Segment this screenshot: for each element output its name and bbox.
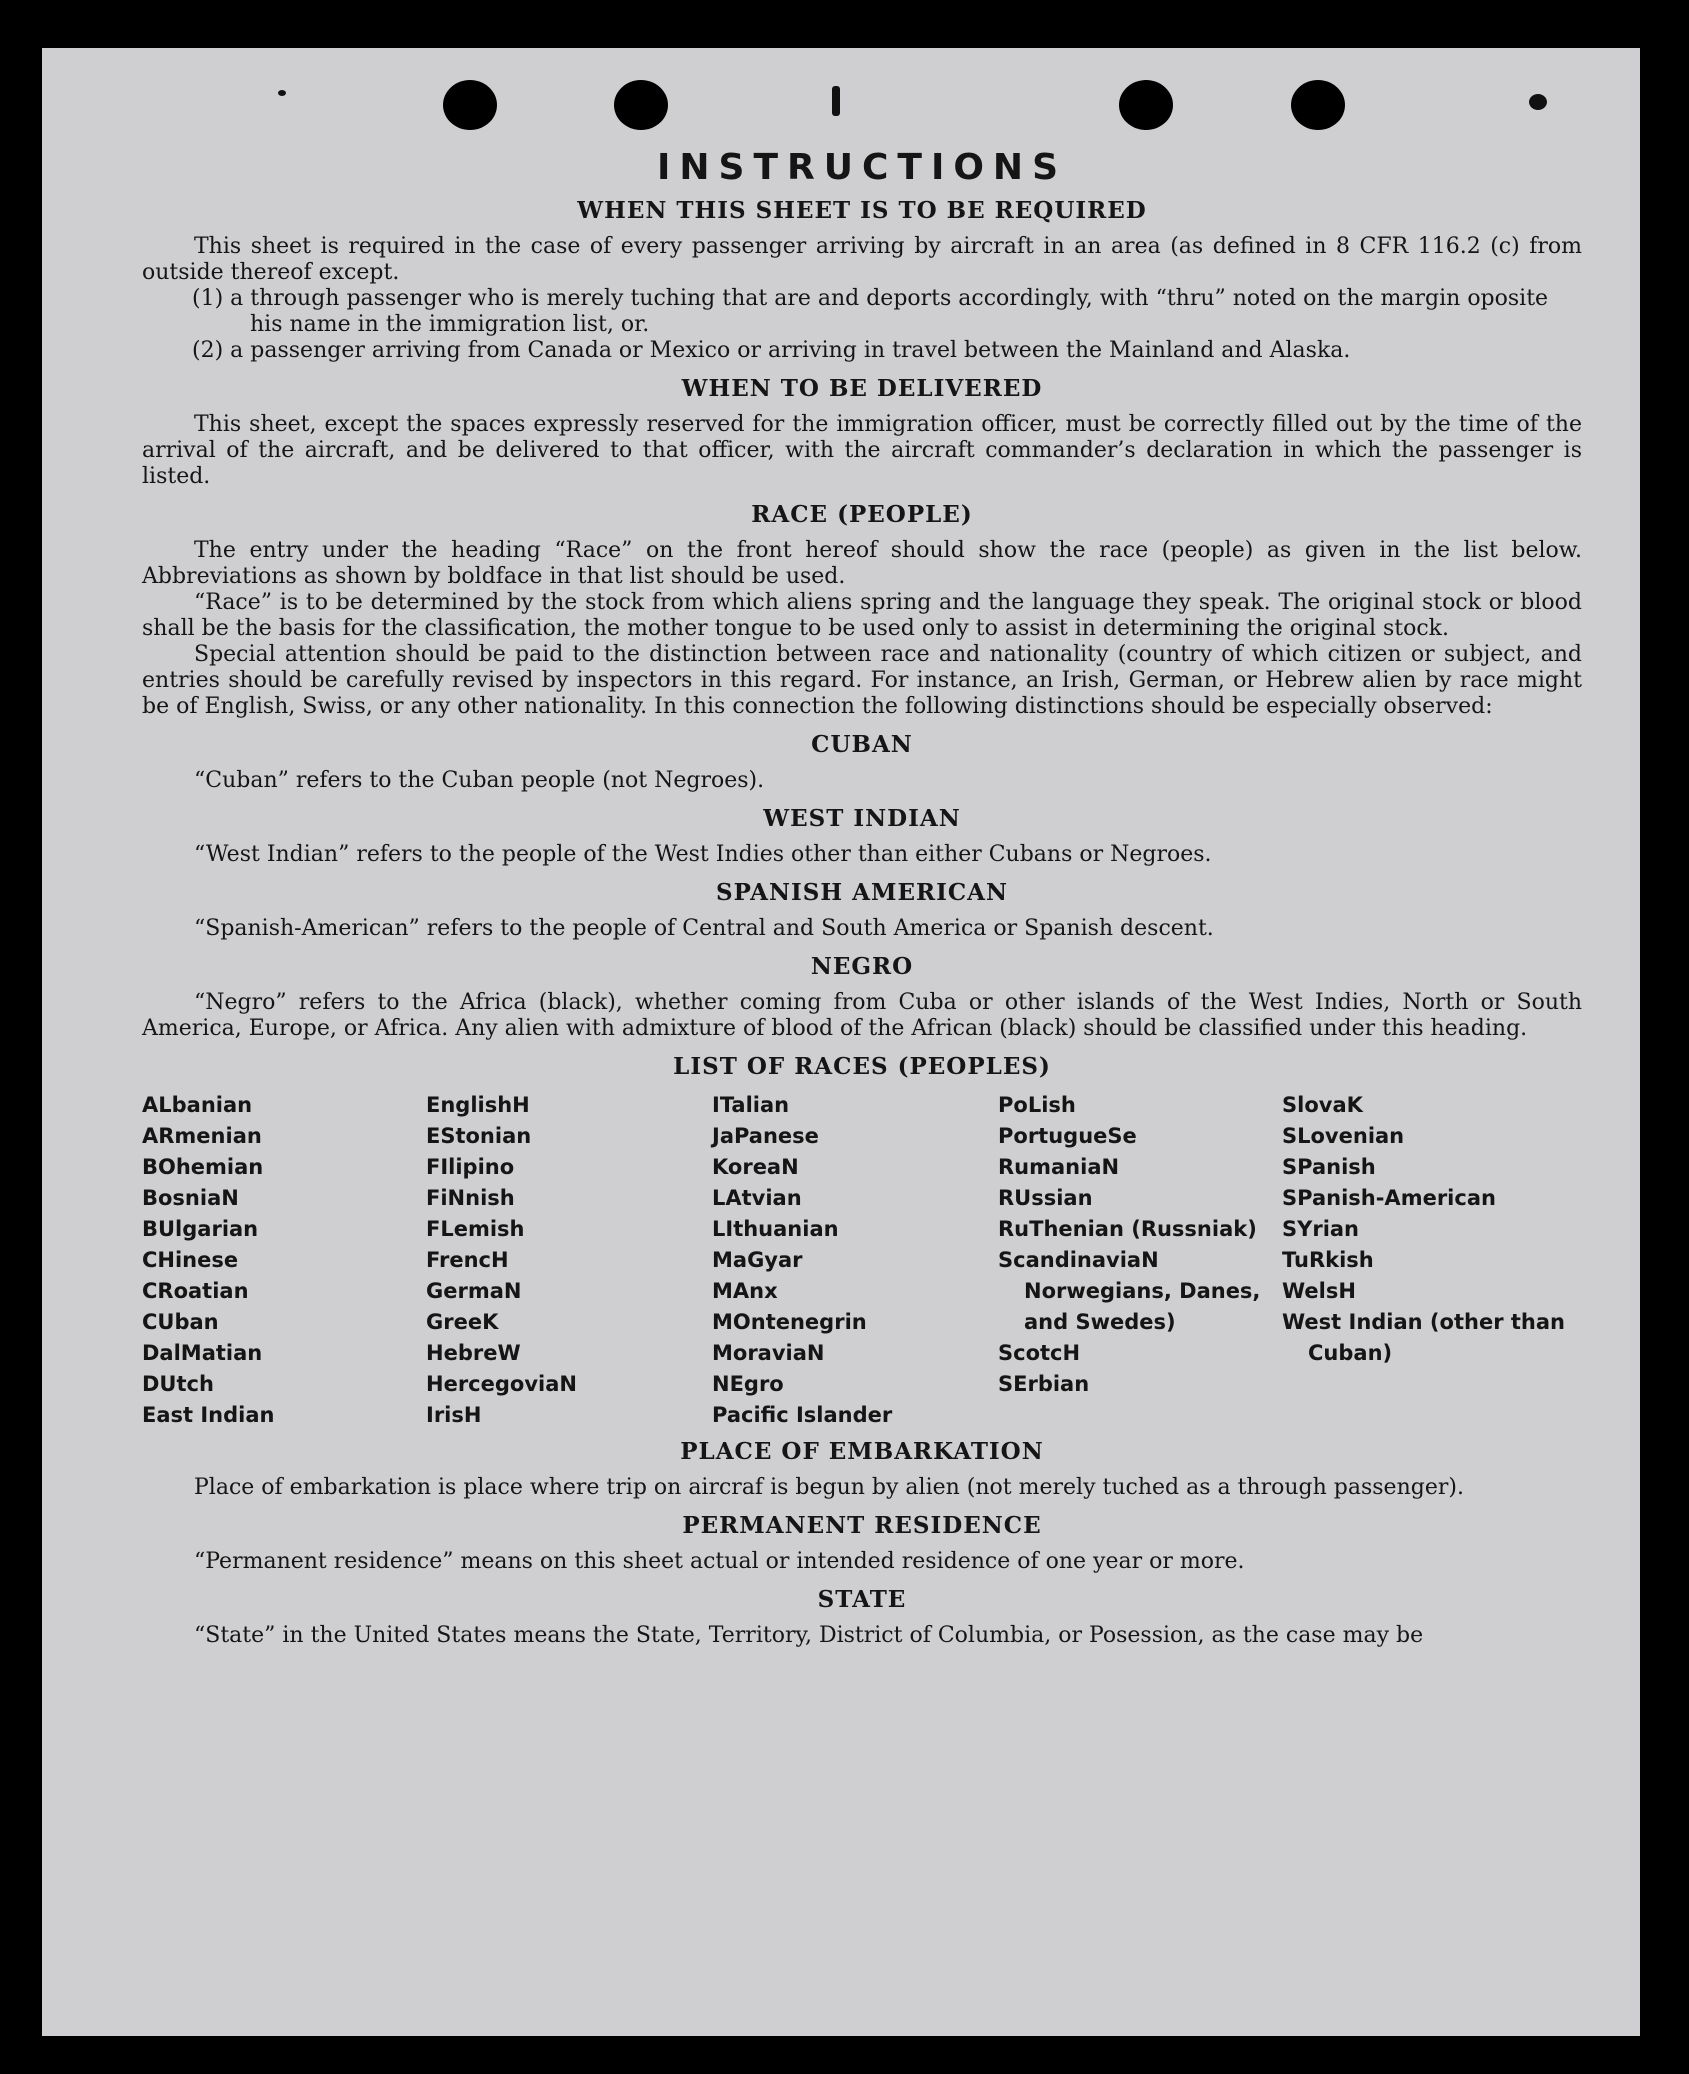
embarkation-text: Place of embarkation is place where trip on aircraf is begun by alien (not merely tuched as a through passenger). [194,1475,1464,1500]
race-entry: MoraviaN [712,1341,825,1365]
races-column [712,1090,998,1431]
ink-speck [278,90,286,96]
race-entry: PoLish [998,1093,1076,1117]
section-heading-negro: NEGRO [810,953,914,980]
race-entry: FLemish [426,1217,525,1241]
race-entry: HebreW [426,1341,521,1365]
races-column [426,1090,712,1431]
page-title: INSTRUCTIONS [657,147,1067,188]
race-entry: GermaN [426,1279,522,1303]
race-entry: RumaniaN [998,1155,1120,1179]
races-column [998,1090,1282,1431]
punch-hole [1119,80,1173,130]
races-list [142,1090,1582,1431]
race-entry: BUlgarian [142,1217,259,1241]
section-heading-embarkation: PLACE OF EMBARKATION [680,1438,1044,1465]
section-heading-cuban: CUBAN [811,731,913,758]
race-entry: MaGyar [712,1248,803,1272]
race-entry: SPanish-American [1282,1186,1496,1210]
cuban-text: “Cuban” refers to the Cuban people (not Negroes). [194,768,765,793]
race-entry: CUban [142,1310,219,1334]
punch-hole [443,80,497,130]
race-entry: FiNnish [426,1186,515,1210]
exception-item: (1) a through passenger who is merely tuching that are and deports accordingly, with “thru” noted on the margin oposite his name in the immigration list, or. [192,286,1549,337]
race-entry: SlovaK [1282,1093,1363,1117]
race-entry: RuThenian (Russniak) [998,1217,1257,1241]
race-entry: IrisH [426,1403,482,1427]
negro-text: “Negro” refers to the Africa (black), whether coming from Cuba or other islands of the West Indies, North or South America, Europe, or Africa. Any alien with admixture of blood of the African (black) should be classified under this heading. [142,990,1582,1041]
race-entry: ARmenian [142,1124,262,1148]
residence-text: “Permanent residence” means on this sheet actual or intended residence of one year or more. [194,1549,1245,1574]
race-entry: West Indian (other than Cuban) [1282,1310,1565,1365]
when-delivered-text: This sheet, except the spaces expressly reserved for the immigration officer, must be correctly filled out by the time of the arrival of the aircraft, and be delivered to that officer, with the aircraft commander’s declaration in which the passenger is listed. [142,412,1582,489]
race-entry: FIlipino [426,1155,515,1179]
race-paragraph: The entry under the heading “Race” on the front hereof should show the race (people) as given in the list below. Abbreviations as shown by boldface in that list should be used. [142,538,1582,589]
section-heading-list-of-races: LIST OF RACES (PEOPLES) [673,1053,1051,1080]
race-entry: RUssian [998,1186,1093,1210]
race-entry: East Indian [142,1403,275,1427]
race-entry: MAnx [712,1279,778,1303]
race-entry: GreeK [426,1310,499,1334]
race-entry: WelsH [1282,1279,1356,1303]
race-entry: PortugueSe [998,1124,1137,1148]
race-entry: DUtch [142,1372,214,1396]
ink-speck [832,86,840,116]
race-entry: HercegoviaN [426,1372,577,1396]
ink-speck [1529,94,1547,110]
race-entry: SErbian [998,1372,1090,1396]
section-heading-when-delivered: WHEN TO BE DELIVERED [681,375,1043,402]
race-entry: ALbanian [142,1093,253,1117]
race-entry: JaPanese [712,1124,819,1148]
race-paragraph: Special attention should be paid to the distinction between race and nationality (country of which citizen or subject, and entries should be carefully revised by inspectors in this regard. For instance, an Irish, German, or Hebrew alien by race might be of English, Swiss, or any other nationality. In this connection the following distinctions should be especially observed: [142,642,1582,719]
race-entry: ScotcH [998,1341,1081,1365]
race-entry: FrencH [426,1248,509,1272]
race-entry: LIthuanian [712,1217,839,1241]
when-required-intro: This sheet is required in the case of every passenger arriving by aircraft in an area (as defined in 8 CFR 116.2 (c) from outside thereof except. [142,234,1582,285]
race-entry: LAtvian [712,1186,802,1210]
section-heading-residence: PERMANENT RESIDENCE [682,1512,1042,1539]
race-entry: SLovenian [1282,1124,1405,1148]
race-entry: Pacific Islander [712,1403,893,1427]
race-entry: ITalian [712,1093,790,1117]
race-entry: EStonian [426,1124,532,1148]
races-column [1282,1090,1582,1431]
punch-hole [1291,80,1345,130]
section-heading-spanish-american: SPANISH AMERICAN [715,879,1009,906]
race-entry: SYrian [1282,1217,1360,1241]
race-entry: MOntenegrin [712,1310,867,1334]
punch-hole [614,80,668,130]
race-entry: SPanish [1282,1155,1376,1179]
race-entry: CRoatian [142,1279,249,1303]
race-entry: BOhemian [142,1155,264,1179]
race-entry: EnglishH [426,1093,530,1117]
race-paragraph: “Race” is to be determined by the stock from which aliens spring and the language they speak. The original stock or blood shall be the basis for the classification, the mother tongue to be used only to assist in determining the original stock. [142,590,1582,641]
section-heading-when-required: WHEN THIS SHEET IS TO BE REQUIRED [577,197,1147,224]
document-sheet [42,48,1640,2036]
race-entry: KoreaN [712,1155,799,1179]
section-heading-west-indian: WEST INDIAN [763,805,961,832]
race-entry: ScandinaviaN Norwegians, Danes, and Swedes) [998,1248,1261,1334]
race-entry: NEgro [712,1372,784,1396]
race-entry: BosniaN [142,1186,239,1210]
spanish-american-text: “Spanish-American” refers to the people of Central and South America or Spanish descent. [194,916,1214,941]
exception-item: (2) a passenger arriving from Canada or Mexico or arriving in travel between the Mainland and Alaska. [192,338,1351,363]
race-entry: DalMatian [142,1341,263,1365]
section-heading-race: RACE (PEOPLE) [751,501,973,528]
instructions-content [142,146,1582,1649]
west-indian-text: “West Indian” refers to the people of the West Indies other than either Cubans or Negroes. [194,842,1212,867]
state-text: “State” in the United States means the State, Territory, District of Columbia, or Posession, as the case may be [194,1623,1424,1648]
section-heading-state: STATE [817,1586,907,1613]
race-entry: TuRkish [1282,1248,1374,1272]
races-column [142,1090,426,1431]
race-entry: CHinese [142,1248,239,1272]
